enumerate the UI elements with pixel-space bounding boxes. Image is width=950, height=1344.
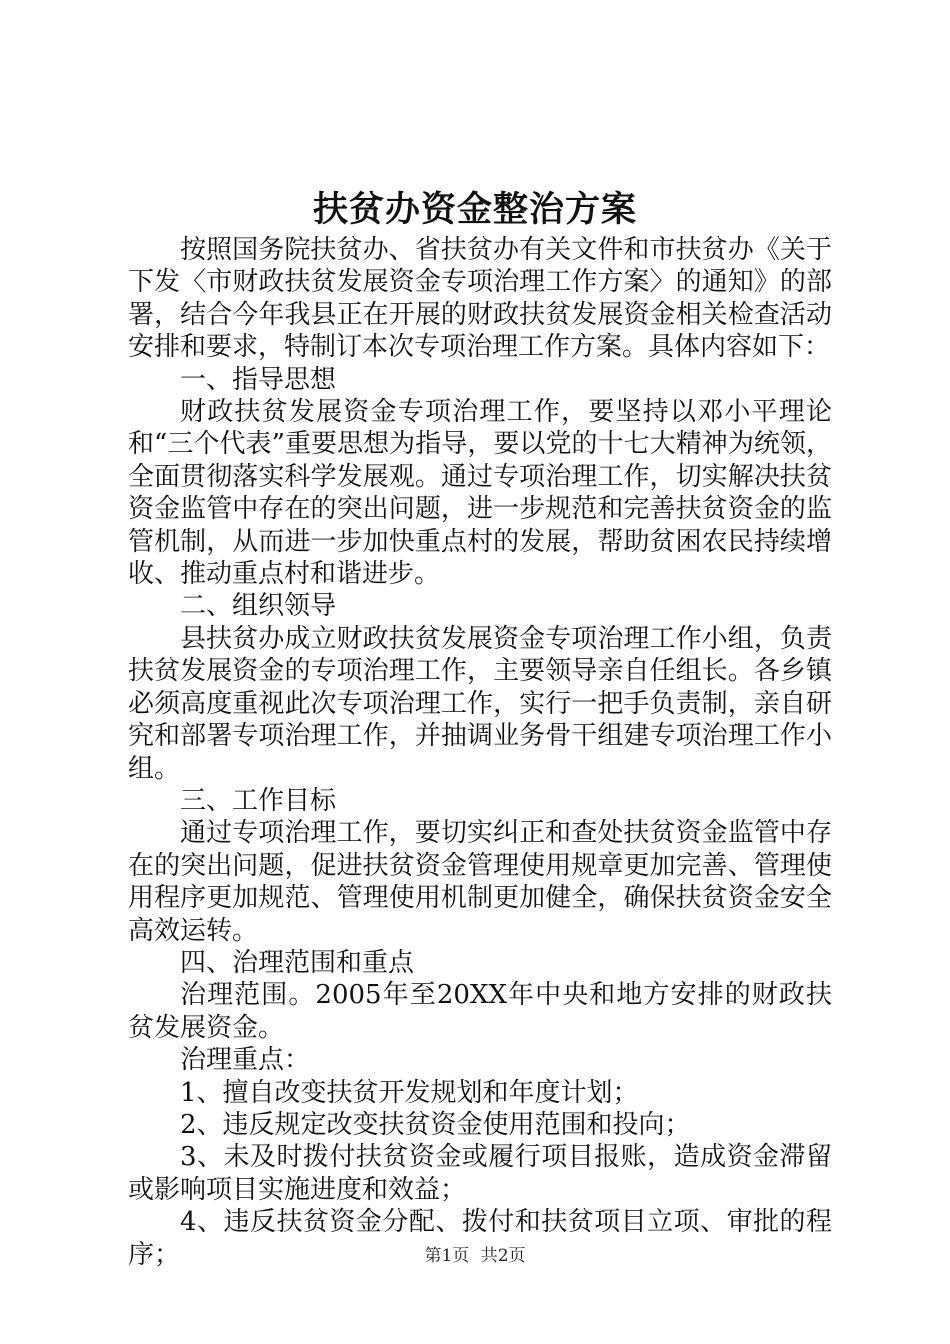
organization-paragraph: 县扶贫办成立财政扶贫发展资金专项治理工作小组，负责扶贫发展资金的专项治理工作，主要领导亲自任组长。各乡镇必须高度重视此次专项治理工作，实行一把手负责制，亲自研究和部署专项治理工作，并抽调业务骨干组建专项治理工作小组。 [128, 623, 832, 784]
focus-item-3: 3、未及时拨付扶贫资金或履行项目报账，造成资金滞留或影响项目实施进度和效益； [128, 1142, 832, 1205]
scope-paragraph: 治理范围。2005年至20XX年中央和地方安排的财政扶贫发展资金。 [128, 980, 832, 1043]
intro-paragraph: 按照国务院扶贫办、省扶贫办有关文件和市扶贫办《关于下发〈市财政扶贫发展资金专项治理工作方案〉的通知》的部署，结合今年我县正在开展的财政扶贫发展资金相关检查活动安排和要求，特制订本次专项治理工作方案。具体内容如下： [128, 235, 832, 363]
page-number-current: 第1页 [424, 1246, 470, 1266]
focus-item-2: 2、违反规定改变扶贫资金使用范围和投向； [180, 1109, 691, 1140]
document-body [128, 234, 832, 1271]
focus-item-1: 1、擅自改变扶贫开发规划和年度计划； [180, 1077, 639, 1108]
document-title: 扶贫办资金整治方案 [312, 189, 637, 230]
section-heading-scope: 四、治理范围和重点 [180, 947, 415, 978]
goals-paragraph: 通过专项治理工作，要切实纠正和查处扶贫资金监管中存在的突出问题，促进扶贫资金管理使用规章更加完善、管理使用程序更加规范、管理使用机制更加健全，确保扶贫资金安全高效运转。 [128, 818, 832, 946]
page-number-total: 共2页 [480, 1246, 526, 1266]
section-heading-organization: 二、组织领导 [180, 591, 337, 622]
page-footer [0, 1244, 950, 1268]
guiding-thought-paragraph: 财政扶贫发展资金专项治理工作，要坚持以邓小平理论和“三个代表”重要思想为指导，要以党的十七大精神为统领，全面贯彻落实科学发展观。通过专项治理工作，切实解决扶贫资金监管中存在的突出问题，进一步规范和完善扶贫资金的监管机制，从而进一步加快重点村的发展，帮助贫困农民持续增收、推动重点村和谐进步。 [128, 397, 832, 590]
focus-heading: 治理重点： [180, 1045, 311, 1076]
section-heading-goals: 三、工作目标 [180, 785, 337, 816]
section-heading-guiding-thought: 一、指导思想 [180, 364, 337, 395]
focus-item-4: 4、违反扶贫资金分配、拨付和扶贫项目立项、审批的程序； [128, 1207, 832, 1270]
